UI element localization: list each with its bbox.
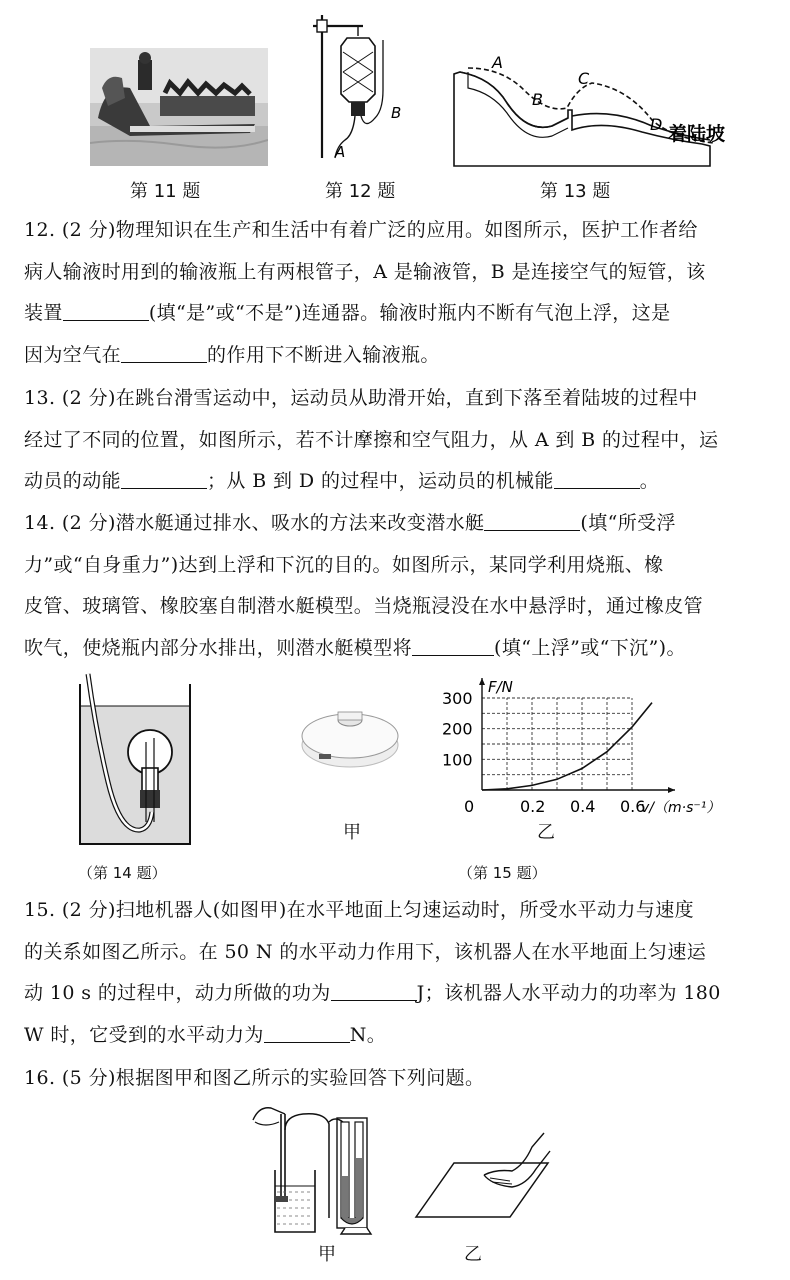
chart-x-axis-label: v/（m·s⁻¹）: [641, 800, 721, 816]
fig15-caption: （第 15 题）: [458, 864, 547, 882]
q14-line2: 力”或“自身重力”)达到上浮和下沉的目的。如图所示，某同学利用烧瓶、橡: [24, 553, 664, 576]
q13-line2: 经过了不同的位置，如图所示，若不计摩擦和空气阻力，从 A 到 B 的过程中，运: [24, 428, 719, 451]
chart-y-axis-label: F/N: [488, 678, 513, 696]
q13-blank-1[interactable]: [121, 470, 207, 489]
fig14-submarine-model-diagram: [78, 672, 193, 847]
chart-series-line: [482, 703, 652, 790]
chart-y-tick-label: 100: [442, 750, 473, 770]
q16-line1: 16. (5 分)根据图甲和图乙所示的实验回答下列问题。: [24, 1067, 485, 1089]
q12-blank-1[interactable]: [63, 302, 149, 321]
q14-blank-1[interactable]: [484, 512, 580, 531]
fig16-yi-label: 乙: [464, 1244, 482, 1265]
fig13-label-landing-slope: 着陆坡: [668, 123, 726, 145]
chart-x-tick-label: 0.6: [620, 797, 646, 816]
fig11-caption: 第 11 题: [130, 181, 201, 202]
q14-line3: 皮管、玻璃管、橡胶塞自制潜水艇模型。当烧瓶浸没在水中悬浮时，通过橡皮管: [24, 595, 704, 617]
fig16-yi-hand-board-diagram: [412, 1125, 552, 1230]
q12-blank-2[interactable]: [121, 344, 207, 363]
question-14: [24, 503, 769, 669]
q14-line1: 14. (2 分)潜水艇通过排水、吸水的方法来改变潜水艇 (填“所受浮: [24, 512, 676, 534]
chart-x-tick-label: 0: [464, 797, 475, 816]
fig12-iv-drip-diagram: [305, 10, 410, 160]
q13-line1: 13. (2 分)在跳台滑雪运动中，运动员从助滑开始，直到下落至着陆坡的过程中: [24, 387, 698, 409]
fig11-dragon-boat-photo: [90, 48, 268, 166]
fig15-jia-label: 甲: [343, 822, 361, 843]
q15-blank-1[interactable]: [331, 982, 417, 1001]
chart-y-axis-arrow: [479, 678, 485, 685]
fig12-label-a: A: [335, 143, 346, 160]
q13-blank-2[interactable]: [554, 470, 640, 489]
fig15-yi-label: 乙: [537, 822, 555, 843]
chart-x-axis-arrow: [668, 787, 675, 793]
q15-blank-2[interactable]: [264, 1024, 350, 1043]
fig16-jia-label: 甲: [318, 1244, 336, 1265]
fig13-caption: 第 13 题: [540, 181, 611, 202]
fig14-caption: （第 14 题）: [78, 864, 167, 882]
q15-line2: 的关系如图乙所示。在 50 N 的水平动力作用下，该机器人在水平地面上匀速运: [24, 940, 707, 963]
fig13-label-b: B: [532, 90, 543, 109]
q15-line4: W 时，它受到的水平动力为 N。: [24, 1023, 387, 1046]
q12-line4: 因为空气在 的作用下不断进入输液瓶。: [24, 343, 440, 366]
chart-x-tick-label: 0.4: [570, 797, 596, 816]
q12-line1: 12. (2 分)物理知识在生产和生活中有着广泛的应用。如图所示，医护工作者给: [24, 219, 698, 241]
question-16: [24, 1058, 769, 1100]
q12-line3: 装置 (填“是”或“不是”)连通器。输液时瓶内不断有气泡上浮，这是: [24, 302, 671, 324]
fig15-force-velocity-chart: [430, 672, 730, 822]
q12-line2: 病人输液时用到的输液瓶上有两根管子，A 是输液管，B 是连接空气的短管，该: [24, 260, 706, 283]
fig13-label-c: C: [578, 69, 590, 88]
fig15-robot-vacuum-image: [295, 690, 405, 780]
question-13: [24, 378, 769, 503]
chart-y-tick-label: 300: [442, 689, 473, 708]
q14-blank-2[interactable]: [412, 637, 494, 656]
fig12-caption: 第 12 题: [325, 181, 396, 202]
fig12-label-b: B: [391, 104, 402, 122]
chart-y-tick-label: 200: [442, 719, 473, 739]
question-15: [24, 890, 769, 1056]
q13-line3: 动员的动能 ；从 B 到 D 的过程中，运动员的机械能 。: [24, 470, 660, 492]
fig13-label-a: A: [492, 53, 503, 72]
fig13-ski-jump-diagram: [452, 48, 752, 170]
q14-line4: 吹气，使烧瓶内部分水排出，则潜水艇模型将 (填“上浮”或“下沉”)。: [24, 636, 686, 659]
question-12: [24, 210, 769, 376]
fig16-jia-manometer-diagram: [245, 1100, 385, 1235]
chart-x-tick-label: 0.2: [520, 797, 546, 816]
fig13-label-d: D: [650, 115, 663, 134]
q15-line3: 动 10 s 的过程中，动力所做的功为 J；该机器人水平动力的功率为 180: [24, 982, 721, 1004]
q15-line1: 15. (2 分)扫地机器人(如图甲)在水平地面上匀速运动时，所受水平动力与速度: [24, 899, 695, 921]
